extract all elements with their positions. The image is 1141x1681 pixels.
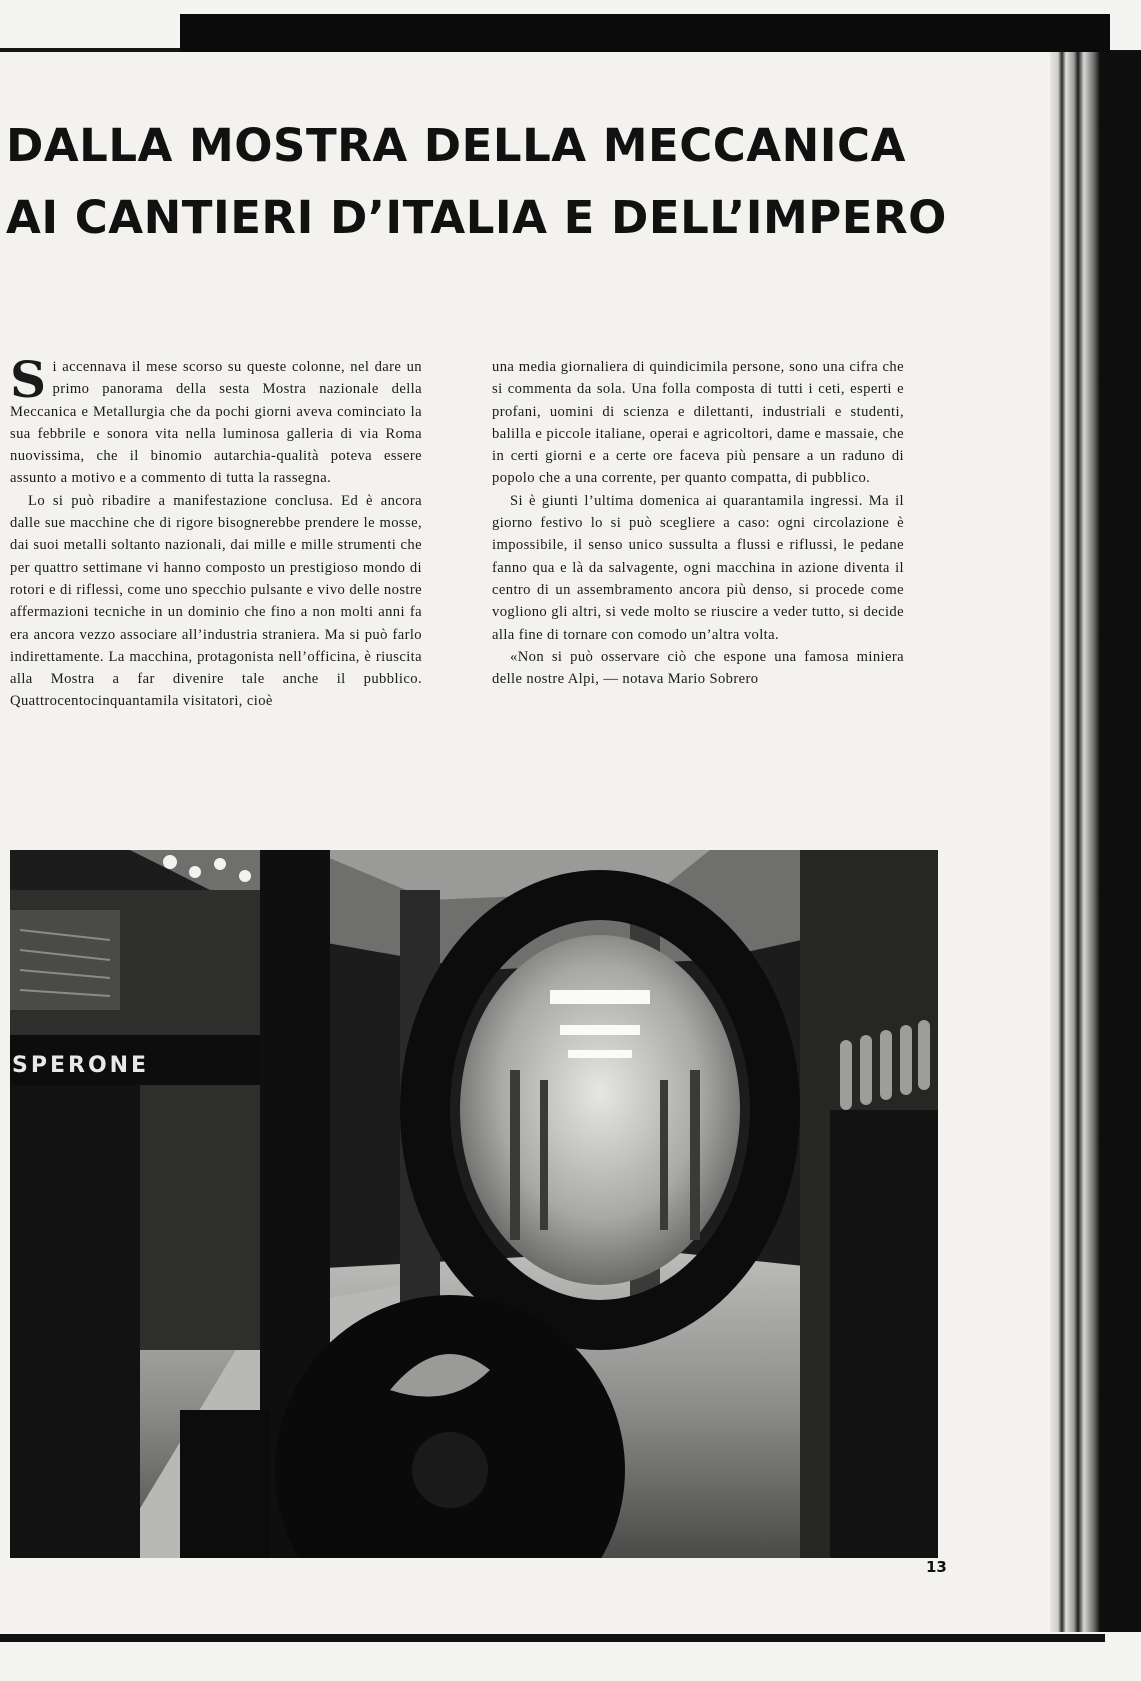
paragraph: Si è giunti l’ultima domenica ai quarantamila ingressi. Ma il giorno festivo lo si può scegliere a caso: ogni circolazione è impossibile, il senso unico sussulta a flussi e riflussi, le pedane fanno qua e là da salvagente, ogni macchina in azione diventa il centro di un assembramento ancora più denso, si procede come vogliono gli altri, si vede molto se riuscire a veder tutto, si decide alla fine di tornare con comodo un’altra volta. — [492, 492, 904, 643]
article-column-left — [10, 350, 422, 713]
paragraph-text: i accennava il mese scorso su queste colonne, nel dare un primo panorama della sesta Mostra nazionale della Meccanica e Metallurgia che da pochi giorni aveva cominciato la sua febbrile e sonora vita nella luminosa galleria di via Roma nuovissima, che il binomio autarchia-qualità poteva essere assunto a motivo e a commento di tutta la rassegna. — [10, 359, 422, 487]
scan-right-edge — [1105, 52, 1141, 1681]
photo-illustration — [10, 850, 938, 1558]
headline-line-2: AI CANTIERI D’ITALIA E DELL’IMPERO — [6, 191, 947, 244]
scan-top-shadow — [180, 14, 1110, 54]
exhibition-hall-photo — [10, 850, 938, 1558]
headline-line-1: DALLA MOSTRA DELLA MECCANICA — [6, 119, 906, 172]
drop-cap: S — [10, 350, 47, 409]
paragraph: Lo si può ribadire a manifestazione conclusa. Ed è ancora dalle sue macchine che di rigore bisognerebbe prendere le mosse, dai suoi metalli soltanto nazionali, dai mille e mille strumenti che per quattro settimane vi hanno composto un prestigioso mondo di rotori e di riflessi, come uno specchio pulsante e vivo delle nostre affermazioni tecniche in un dominio che fino a non molti anni fa era ancora vezzo associare all’industria straniera. Ma si può farlo indirettamente. La macchina, protagonista nell’officina, è riuscita alla Mostra a far divenire tale anche il pubblico. Quattrocentocinquantamila visitatori, cioè — [10, 492, 422, 710]
paragraph: «Non si può osservare ciò che espone una famosa miniera delle nostre Alpi, — notava Mario Sobrero — [492, 648, 904, 688]
scan-bottom-edge — [0, 1634, 1105, 1642]
page-number: 13 — [926, 1558, 947, 1576]
booth-sign-text: SPERONE — [12, 1053, 150, 1078]
paragraph: una media giornaliera di quindicimila persone, sono una cifra che si commenta da sola. Una folla composta di tutti i ceti, esperti e profani, uomini di scienza e dilettanti, industriali e studenti, balilla e piccole italiane, operai e agricoltori, dame e massaie, che in certi giorni e a certe ore faceva più pensare a un raduno di popolo che a una corrente, per quanto compatta, di pubblico. — [492, 359, 904, 487]
book-spine — [1050, 52, 1105, 1632]
article-column-right — [492, 356, 904, 690]
article-headline — [6, 110, 1006, 254]
paragraph — [10, 350, 422, 490]
